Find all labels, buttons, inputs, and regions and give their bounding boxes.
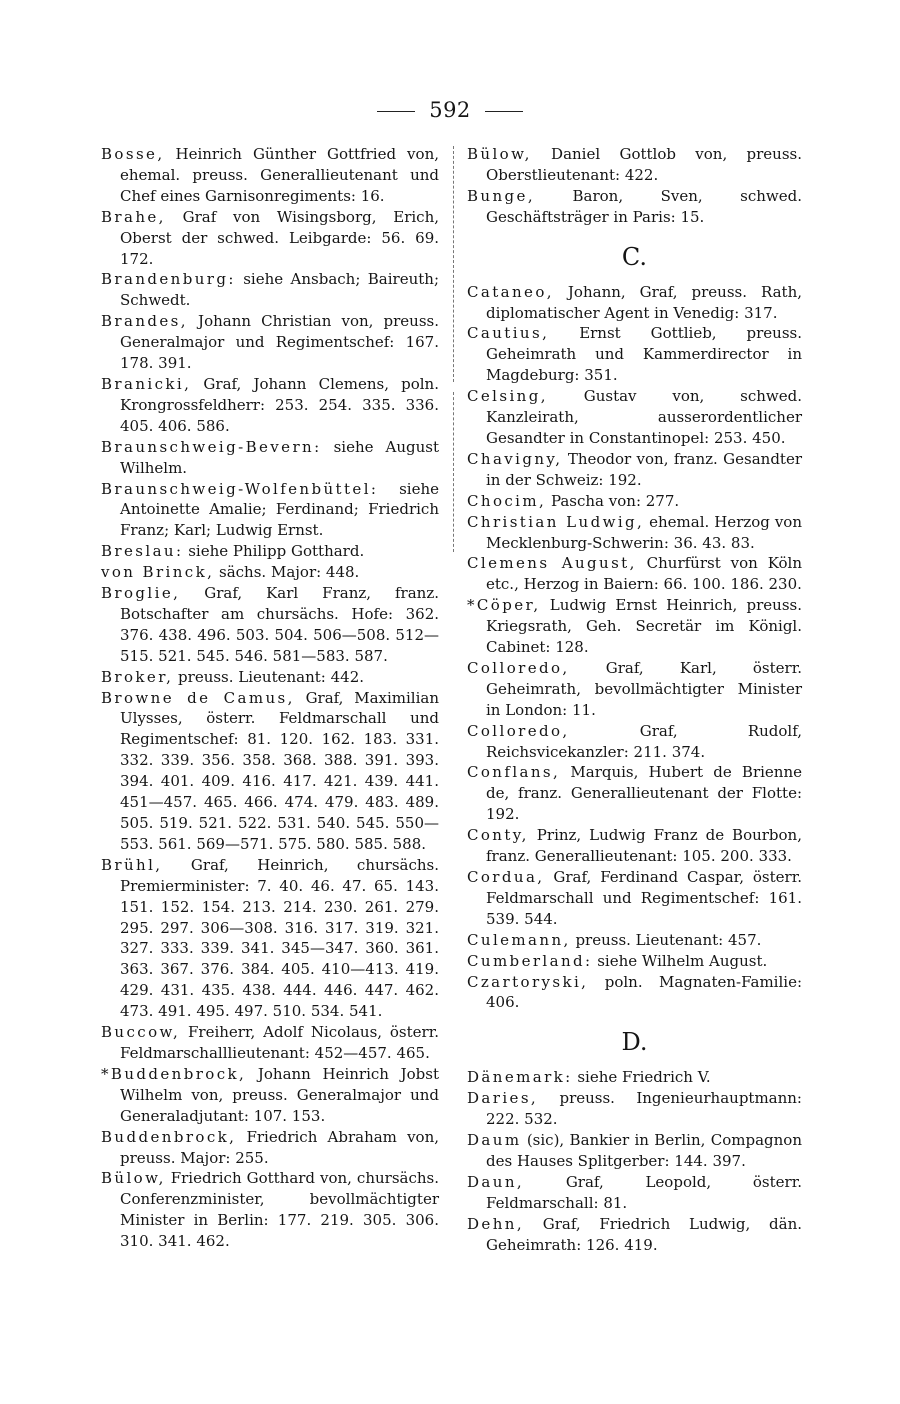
left-column bbox=[101, 144, 439, 1252]
section-d-entries bbox=[467, 1067, 802, 1255]
column-divider bbox=[453, 146, 454, 382]
index-entry bbox=[467, 323, 802, 386]
entry-name: Chocim, bbox=[467, 491, 547, 510]
header-rule-left bbox=[377, 111, 415, 112]
index-entry bbox=[467, 491, 802, 512]
entry-name: Branicki, bbox=[101, 374, 192, 393]
entry-name: Colloredo, bbox=[467, 721, 570, 740]
entry-name: Czartoryski, bbox=[467, 972, 589, 991]
entry-name: Cordua, bbox=[467, 868, 545, 886]
entry-name: Cautius, bbox=[467, 324, 550, 343]
entry-details: siehe Wilhelm August. bbox=[592, 951, 768, 970]
entry-details: Baron, Sven, schwed. Geschäftsträger in Paris: 15. bbox=[486, 186, 802, 226]
entry-name: Bülow, bbox=[101, 1169, 166, 1188]
entry-name: Buccow, bbox=[101, 1023, 181, 1042]
index-entry bbox=[101, 374, 439, 437]
entry-name: Braunschweig-Bevern: bbox=[101, 437, 322, 456]
index-entry bbox=[467, 951, 802, 972]
entry-name: Brahe, bbox=[101, 207, 166, 226]
index-entry bbox=[467, 595, 802, 658]
entry-name: Conty, bbox=[467, 826, 529, 845]
index-entry bbox=[101, 541, 439, 562]
index-entry bbox=[101, 1127, 439, 1169]
index-entry bbox=[467, 449, 802, 491]
entry-name: Browne de Camus, bbox=[101, 688, 295, 707]
entry-details: siehe August Wilhelm. bbox=[120, 437, 439, 477]
section-c-entries bbox=[467, 282, 802, 1014]
entry-details: Friedrich Abraham von, preuss. Major: 255. bbox=[120, 1127, 439, 1167]
entry-name: Daries, bbox=[467, 1089, 539, 1108]
entry-details: Graf, Karl, österr. Geheimrath, bevollmächtigter Minister in London: 11. bbox=[486, 658, 802, 719]
entry-details: preuss. Lieutenant: 442. bbox=[173, 667, 365, 686]
entry-details: ehemal. Herzog von Mecklenburg-Schwerin: 36. 43. 83. bbox=[486, 512, 802, 552]
section-letter-d: D. bbox=[621, 1028, 648, 1057]
entry-name: Brühl, bbox=[101, 855, 163, 874]
header-rule-right bbox=[485, 111, 523, 112]
entry-details: Johann, Graf, preuss. Rath, diplomatischer Agent in Venedig: 317. bbox=[486, 282, 802, 322]
entry-name: Dehn, bbox=[467, 1214, 524, 1233]
index-entry bbox=[101, 144, 439, 207]
right-column bbox=[467, 144, 802, 1256]
entry-details: (sic), Bankier in Berlin, Compagnon des Hauses Splitgerber: 144. 397. bbox=[486, 1131, 802, 1170]
entry-details: siehe Ansbach; Baireuth; Schwedt. bbox=[120, 270, 439, 310]
entry-name: Breslau: bbox=[101, 542, 184, 561]
index-entry bbox=[101, 1064, 439, 1127]
index-entry bbox=[467, 186, 802, 228]
index-entry bbox=[467, 553, 802, 595]
index-entry bbox=[101, 437, 439, 479]
entry-details: Ernst Gottlieb, preuss. Geheimrath und Kammerdirector in Magdeburg: 351. bbox=[486, 324, 802, 385]
entry-details: siehe Philipp Gotthard. bbox=[183, 542, 365, 561]
entry-details: sächs. Major: 448. bbox=[214, 563, 360, 582]
entry-name: Daum bbox=[467, 1131, 522, 1150]
entry-name: Conflans, bbox=[467, 763, 561, 782]
entry-name: Dänemark: bbox=[467, 1068, 573, 1087]
index-entry bbox=[467, 972, 802, 1014]
entry-details: Heinrich Günther Gottfried von, ehemal. preuss. Generallieutenant und Chef eines Garnisonregiments: 16. bbox=[120, 145, 439, 205]
entry-details: Freiherr, Adolf Nicolaus, österr. Feldmarschalllieutenant: 452—457. 465. bbox=[120, 1023, 439, 1062]
index-entry bbox=[467, 1214, 802, 1256]
entry-name: von Brinck, bbox=[101, 563, 215, 582]
b-entries-continued bbox=[467, 144, 802, 228]
index-entry bbox=[101, 207, 439, 270]
entry-name: Brandes, bbox=[101, 312, 188, 331]
index-entry bbox=[101, 688, 439, 855]
page-number: 592 bbox=[429, 98, 471, 122]
entry-details: Graf, Friedrich Ludwig, dän. Geheimrath: 126. 419. bbox=[486, 1214, 802, 1254]
entry-details: Graf, Leopold, österr. Feldmarschall: 81. bbox=[486, 1172, 802, 1212]
entry-details: siehe Friedrich V. bbox=[572, 1068, 711, 1087]
entry-details: Graf, Ferdinand Caspar, österr. Feldmarschall und Regimentschef: 161. 539. 544. bbox=[486, 868, 802, 928]
entry-name: Bosse, bbox=[101, 145, 165, 163]
index-entry bbox=[101, 583, 439, 667]
entry-details: Graf, Karl Franz, franz. Botschafter am chursächs. Hofe: 362. 376. 438. 496. 503. 504. 506—508. 512—515. 521. 545. 546. 581—583. 587. bbox=[120, 584, 439, 665]
column-divider-lower bbox=[453, 392, 454, 552]
entry-details: Johann Heinrich Jobst Wilhelm von, preuss. Generalmajor und Generaladjutant: 107. 153. bbox=[120, 1064, 439, 1125]
entry-details: Graf, Heinrich, chursächs. Premierminister: 7. 40. 46. 47. 65. 143. 151. 152. 154. 213. 214. 230. 261. 279. 295. 297. 306—308. 316. 317. 319. 321. 327. 333. 339. 341. 345—347. 360. 361. 363. 367. 376. 384. 405. 410—413. 419. 429. 431. 435. 438. 444. 446. 447. 462. 473. 491. 495. 497. 510. 534. 541. bbox=[120, 855, 439, 1021]
entry-name: Christian Ludwig, bbox=[467, 512, 645, 531]
entry-name: Culemann, bbox=[467, 930, 571, 949]
entry-name: Daun, bbox=[467, 1172, 525, 1191]
entry-name: *Buddenbrock, bbox=[101, 1064, 247, 1083]
index-entry bbox=[467, 144, 802, 186]
entry-details: Graf, Maximilian Ulysses, österr. Feldmarschall und Regimentschef: 81. 120. 162. 183. 331. 332. 339. 356. 358. 368. 388. 391. 393. 394. 401. 409. 416. 417. 421. 439. 441. 451—457. 465. 466. 474. 479. 483. 489. 505. 519. 521. 522. 531. 540. 545. 550—553. 561. 569—571. 575. 580. 585. 588. bbox=[120, 688, 439, 853]
index-entry bbox=[101, 1022, 439, 1064]
index-entry bbox=[467, 867, 802, 930]
index-entry bbox=[467, 1067, 802, 1088]
index-entry bbox=[467, 930, 802, 951]
entry-name: Colloredo, bbox=[467, 658, 570, 677]
entry-details: Theodor von, franz. Gesandter in der Schweiz: 192. bbox=[486, 449, 802, 489]
entry-name: Braunschweig-Wolfenbüttel: bbox=[101, 479, 379, 498]
entry-details: Graf, Johann Clemens, poln. Krongrossfeldherr: 253. 254. 335. 336. 405. 406. 586. bbox=[120, 374, 439, 435]
entry-name: Bunge, bbox=[467, 186, 535, 205]
index-entry bbox=[467, 282, 802, 324]
entry-details: poln. Magnaten-Familie: 406. bbox=[486, 972, 802, 1012]
index-entry bbox=[101, 479, 439, 542]
index-entry bbox=[101, 667, 439, 688]
entry-details: Daniel Gottlob von, preuss. Oberstlieutenant: 422. bbox=[486, 145, 802, 184]
entry-details: Churfürst von Köln etc., Herzog in Baiern: 66. 100. 186. 230. bbox=[486, 554, 802, 594]
entry-name: Celsing, bbox=[467, 387, 548, 406]
index-entry bbox=[467, 762, 802, 825]
index-entry bbox=[467, 658, 802, 721]
entry-name: Buddenbrock, bbox=[101, 1127, 237, 1146]
entry-name: Cumberland: bbox=[467, 951, 593, 970]
index-entry bbox=[467, 512, 802, 554]
entry-name: Bülow, bbox=[467, 145, 532, 163]
index-entry bbox=[467, 386, 802, 449]
entry-name: Chavigny, bbox=[467, 449, 563, 468]
entry-name: Clemens August, bbox=[467, 554, 637, 573]
index-entry bbox=[101, 269, 439, 311]
entry-details: Prinz, Ludwig Franz de Bourbon, franz. Generallieutenant: 105. 200. 333. bbox=[486, 826, 802, 866]
index-entry bbox=[101, 311, 439, 374]
index-entry bbox=[467, 1130, 802, 1172]
section-letter-c: C. bbox=[621, 242, 648, 271]
index-entry bbox=[467, 721, 802, 763]
entry-name: Cataneo, bbox=[467, 282, 554, 301]
entry-details: Pascha von: 277. bbox=[546, 491, 680, 510]
page-header bbox=[0, 98, 900, 122]
entry-details: Graf, Rudolf, Reichsvicekanzler: 211. 374. bbox=[486, 721, 802, 761]
entry-details: Ludwig Ernst Heinrich, preuss. Kriegsrath, Geh. Secretär im Königl. Cabinet: 128. bbox=[486, 596, 802, 657]
entry-name: *Cöper, bbox=[467, 596, 541, 615]
entry-details: Friedrich Gotthard von, chursächs. Conferenzminister, bevollmächtigter Minister in Berlin: 177. 219. 305. 306. 310. 341. 462. bbox=[120, 1169, 439, 1251]
index-entry bbox=[467, 1088, 802, 1130]
entry-details: Marquis, Hubert de Brienne de, franz. Generallieutenant der Flotte: 192. bbox=[486, 763, 802, 824]
index-entry bbox=[467, 1172, 802, 1214]
entry-details: Graf von Wisingsborg, Erich, Oberst der schwed. Leibgarde: 56. 69. 172. bbox=[120, 207, 439, 268]
entry-name: Broker, bbox=[101, 667, 174, 686]
entry-details: preuss. Ingenieurhauptmann: 222. 532. bbox=[486, 1089, 802, 1129]
entry-details: preuss. Lieutenant: 457. bbox=[570, 930, 762, 949]
index-entry bbox=[101, 1168, 439, 1252]
entry-details: siehe Antoinette Amalie; Ferdinand; Friedrich Franz; Karl; Ludwig Ernst. bbox=[120, 479, 439, 540]
entry-details: Johann Christian von, preuss. Generalmajor und Regimentschef: 167. 178. 391. bbox=[120, 312, 439, 373]
entry-name: Brandenburg: bbox=[101, 270, 236, 289]
entry-details: Gustav von, schwed. Kanzleirath, ausserordentlicher Gesandter in Constantinopel: 253. 450. bbox=[486, 387, 802, 447]
index-entry bbox=[101, 855, 439, 1022]
index-entry bbox=[467, 825, 802, 867]
index-entry bbox=[101, 562, 439, 583]
entry-name: Broglie, bbox=[101, 584, 181, 603]
